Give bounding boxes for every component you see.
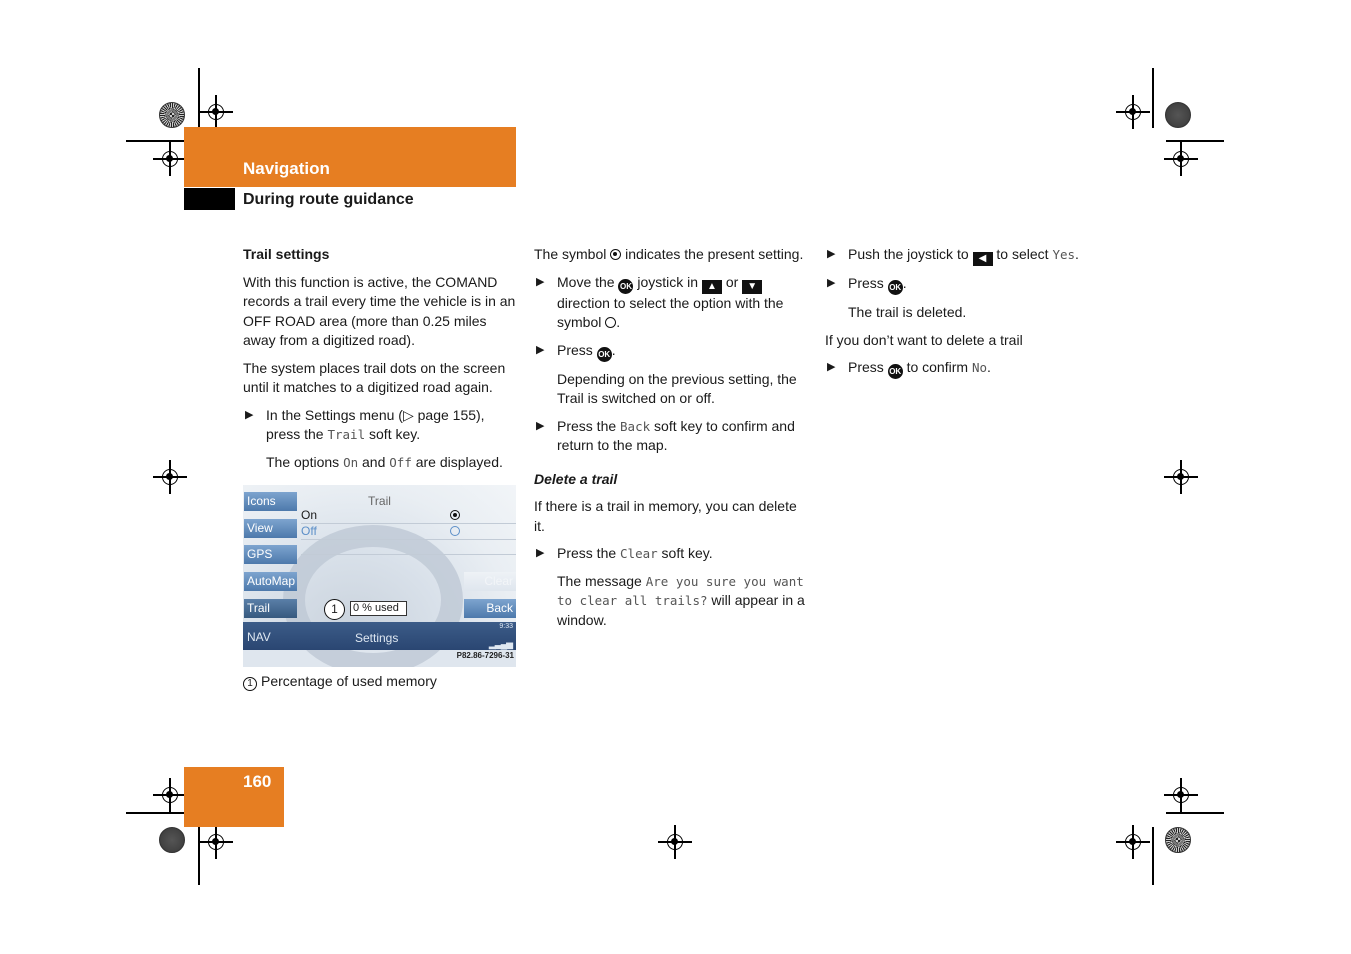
crosshair-icon	[1125, 104, 1141, 120]
option-on-label: On	[301, 508, 318, 522]
bullet-arrow-icon: ▶	[536, 419, 545, 432]
softkey-trail: Trail	[244, 599, 297, 618]
softkey-clear-disabled: Clear	[464, 572, 516, 591]
column-3	[825, 245, 1100, 387]
back-softkey-label: Back	[620, 418, 651, 434]
comand-screen-illustration	[243, 485, 516, 667]
registration-rosette-icon	[159, 102, 185, 128]
crosshair-icon	[162, 151, 178, 167]
trail-deleted-note: The trail is deleted.	[848, 304, 967, 320]
memory-used-field: 0 % used	[350, 601, 407, 616]
confirmation-message-note: The message Are you sure you want to clear all trails? will appear in a window.	[557, 572, 805, 628]
crosshair-icon	[1125, 834, 1141, 850]
depending-note: Depending on the previous setting, the Trail is switched on or off.	[557, 370, 797, 406]
bullet-arrow-icon: ▶	[827, 277, 836, 289]
registration-rosette-icon	[159, 827, 185, 853]
step-move-joystick: ▶ Move the OK joystick in ▲ or ▼ direction to select the option with the symbol .	[536, 273, 784, 330]
dont-delete-paragraph: If you don’t want to delete a trail	[825, 331, 1023, 348]
callout-number-icon: 1	[243, 677, 257, 691]
callout-1: 1	[324, 599, 345, 620]
crosshair-icon	[162, 787, 178, 803]
down-arrow-icon: ▼	[742, 280, 762, 294]
crosshair-icon	[1173, 787, 1189, 803]
no-option-label: No	[971, 360, 987, 375]
trail-softkey-label: Trail	[327, 427, 366, 442]
softkey-automap: AutoMap	[244, 572, 297, 591]
column-2	[534, 245, 806, 638]
softkey-gps: GPS	[244, 545, 297, 564]
signal-strength-icon: ▂▃▄▅	[488, 639, 512, 649]
softkey-icons: Icons	[244, 492, 297, 511]
subsection-title: During route guidance	[243, 191, 414, 208]
radio-unselected-icon	[450, 526, 460, 536]
step-open-trail: ▶ In the Settings menu (▷ page 155), press the Trail soft key.	[245, 406, 485, 442]
option-off-row	[301, 523, 516, 540]
clock-label: 9:33	[499, 623, 513, 630]
clear-softkey-label: Clear	[620, 546, 658, 561]
section-title: Navigation	[243, 159, 330, 178]
registration-rosette-icon	[1165, 102, 1191, 128]
up-arrow-icon: ▲	[702, 280, 722, 294]
crosshair-icon	[162, 469, 178, 485]
yes-option-label: Yes	[1052, 247, 1076, 262]
step-press-ok: ▶ Press OK .	[534, 341, 806, 362]
crosshair-icon	[1173, 151, 1189, 167]
column-1	[243, 245, 518, 480]
figure-reference: P82.86-7296-31	[456, 650, 514, 660]
options-note: The options On and Off are displayed.	[266, 453, 503, 470]
option-off-label: Off	[301, 524, 317, 538]
softkey-view: View	[244, 519, 297, 538]
settings-label: Settings	[355, 631, 399, 645]
bullet-arrow-icon: ▶	[536, 547, 545, 559]
option-on-row	[301, 507, 516, 524]
radio-unselected-icon	[605, 317, 616, 328]
ok-joystick-icon: OK	[618, 279, 633, 294]
step-press-clear: ▶ Press the Clear soft key.	[534, 544, 806, 564]
symbol-paragraph: The symbol indicates the present setting.	[534, 246, 804, 262]
figure-caption	[243, 672, 518, 692]
left-arrow-icon: ◀	[973, 252, 993, 266]
crosshair-icon	[208, 104, 224, 120]
crosshair-icon	[208, 834, 224, 850]
registration-rosette-icon	[1165, 827, 1191, 853]
nav-label: NAV	[247, 630, 271, 644]
confirmation-message-text: Are you sure you want to clear all trails?	[557, 573, 804, 608]
step-select-yes: ▶ Push the joystick to ◀ to select Yes.	[827, 246, 1079, 264]
bullet-arrow-icon: ▶	[827, 361, 836, 373]
bullet-arrow-icon: ▶	[827, 248, 836, 260]
radio-selected-icon	[450, 510, 460, 520]
ok-joystick-icon: OK	[597, 347, 612, 362]
page-number: 160	[243, 772, 272, 791]
trail-dots-paragraph: The system places trail dots on the screen until it matches to a digitized road again.	[243, 359, 506, 395]
radio-selected-icon	[610, 249, 621, 260]
step-press-back: ▶ Press the Back soft key to confirm and return to the map.	[536, 417, 795, 453]
softkey-back: Back	[464, 599, 516, 618]
step-confirm-no: ▶ Press OK to confirm No.	[825, 358, 1100, 379]
delete-trail-heading: Delete a trail	[534, 470, 618, 487]
bullet-arrow-icon: ▶	[536, 275, 545, 288]
delete-paragraph: If there is a trail in memory, you can delete it.	[534, 498, 797, 534]
crosshair-icon	[1173, 469, 1189, 485]
bullet-arrow-icon: ▶	[536, 343, 545, 356]
caption-text: Percentage of used memory	[261, 673, 437, 689]
crosshair-icon	[667, 834, 683, 850]
bullet-arrow-icon: ▶	[245, 408, 254, 421]
screen-title: Trail	[368, 494, 391, 508]
subsection-marker	[184, 188, 235, 210]
ok-joystick-icon: OK	[888, 280, 903, 295]
ok-joystick-icon: OK	[888, 364, 903, 379]
section-header-bar	[184, 127, 516, 187]
step-press-ok-confirm: ▶ Press OK .	[825, 274, 1100, 295]
intro-paragraph: With this function is active, the COMAND records a trail every time the vehicle is in an OFF ROAD area (more than 0.25 miles away from a digitized road).	[243, 273, 516, 348]
trail-settings-heading: Trail settings	[243, 246, 330, 262]
